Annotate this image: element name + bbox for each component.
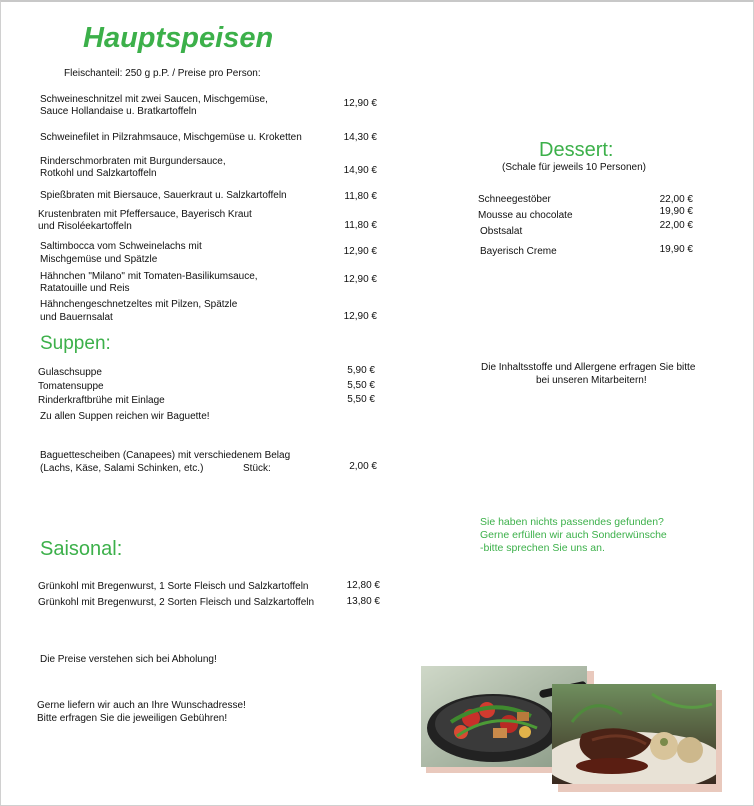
seasonal-name: Grünkohl mit Bregenwurst, 2 Sorten Fleisch und Salzkartoffeln	[38, 597, 315, 608]
main-subtitle: Fleischanteil: 250 g p.P. / Preise pro Person:	[64, 68, 261, 79]
dessert-subtitle: (Schale für jeweils 10 Personen)	[502, 162, 646, 173]
dish-price: 12,90 €	[343, 274, 377, 285]
soup-name: Tomatensuppe	[38, 381, 104, 392]
dessert-price: 19,90 €	[659, 244, 693, 255]
allergen-line2: bei unseren Mitarbeitern!	[536, 375, 647, 386]
dish-price: 11,80 €	[344, 191, 377, 202]
dessert-price: 19,90 €	[659, 206, 693, 217]
soup-price: 5,90 €	[347, 365, 375, 376]
dessert-price: 22,00 €	[659, 220, 693, 231]
soup-note: Zu allen Suppen reichen wir Baguette!	[40, 411, 210, 422]
canapes-line2: (Lachs, Käse, Salami Schinken, etc.)	[40, 463, 204, 474]
soup-price: 5,50 €	[347, 380, 375, 391]
dish-name: Krustenbraten mit Pfeffersauce, Bayerisch Kraut	[38, 209, 252, 220]
dish-price: 12,90 €	[343, 98, 377, 109]
dessert-name: Schneegestöber	[478, 194, 551, 205]
main-title: Hauptspeisen	[83, 22, 274, 54]
dish-name-cont: Sauce Hollandaise u. Bratkartoffeln	[40, 106, 197, 117]
canapes-unit: Stück:	[243, 463, 271, 474]
allergen-line1: Die Inhaltsstoffe und Allergene erfragen Sie bitte	[481, 362, 696, 373]
dish-name-cont: und Risoléekartoffeln	[38, 221, 132, 232]
roast-dumplings-photo	[552, 684, 716, 784]
dessert-title: Dessert:	[539, 139, 614, 161]
delivery-line2: Bitte erfragen Sie die jeweiligen Gebühren!	[37, 713, 228, 724]
canapes-price: 2,00 €	[349, 461, 377, 472]
delivery-line1: Gerne liefern wir auch an Ihre Wunschadresse!	[37, 700, 246, 711]
dish-name: Hähnchen "Milano" mit Tomaten-Basilikumsauce,	[40, 271, 258, 282]
special-line1: Sie haben nichts passendes gefunden?	[480, 516, 664, 528]
dessert-name: Mousse au chocolate	[478, 210, 573, 221]
dish-name: Saltimbocca vom Schweinelachs mit	[40, 241, 202, 252]
dish-name: Schweineschnitzel mit zwei Saucen, Mischgemüse,	[40, 94, 268, 105]
special-line3: -bitte sprechen Sie uns an.	[480, 542, 605, 554]
dessert-name: Bayerisch Creme	[480, 246, 557, 257]
soup-price: 5,50 €	[347, 394, 375, 405]
dish-name: Spießbraten mit Biersauce, Sauerkraut u. Salzkartoffeln	[40, 190, 287, 201]
dish-price: 14,90 €	[343, 165, 377, 176]
special-line2: Gerne erfüllen wir auch Sonderwünsche	[480, 529, 667, 541]
dish-name-cont: Ratatouille und Reis	[40, 283, 130, 294]
dessert-name: Obstsalat	[480, 226, 523, 237]
pickup-note: Die Preise verstehen sich bei Abholung!	[40, 654, 217, 665]
dish-price: 12,90 €	[343, 311, 377, 322]
dessert-price: 22,00 €	[659, 194, 693, 205]
seasonal-title: Saisonal:	[40, 538, 123, 560]
soup-name: Rinderkraftbrühe mit Einlage	[38, 395, 165, 406]
dish-name: Rinderschmorbraten mit Burgundersauce,	[40, 156, 226, 167]
dish-price: 11,80 €	[344, 220, 377, 231]
dish-price: 14,30 €	[343, 132, 377, 143]
dish-price: 12,90 €	[343, 246, 377, 257]
dish-name-cont: Rotkohl und Salzkartoffeln	[40, 168, 157, 179]
seasonal-name: Grünkohl mit Bregenwurst, 1 Sorte Fleisch und Salzkartoffeln	[38, 581, 309, 592]
canapes-line1: Baguettescheiben (Canapees) mit verschiedenem Belag	[40, 450, 291, 461]
soups-title: Suppen:	[40, 333, 111, 354]
seasonal-price: 12,80 €	[346, 580, 380, 591]
dish-name-cont: Mischgemüse und Spätzle	[40, 254, 158, 265]
dish-name-cont: und Bauernsalat	[40, 312, 113, 323]
soup-name: Gulaschsuppe	[38, 367, 102, 378]
dish-name: Schweinefilet in Pilzrahmsauce, Mischgemüse u. Kroketten	[40, 132, 302, 143]
dish-name: Hähnchengeschnetzeltes mit Pilzen, Spätzle	[40, 299, 238, 310]
seasonal-price: 13,80 €	[346, 596, 380, 607]
